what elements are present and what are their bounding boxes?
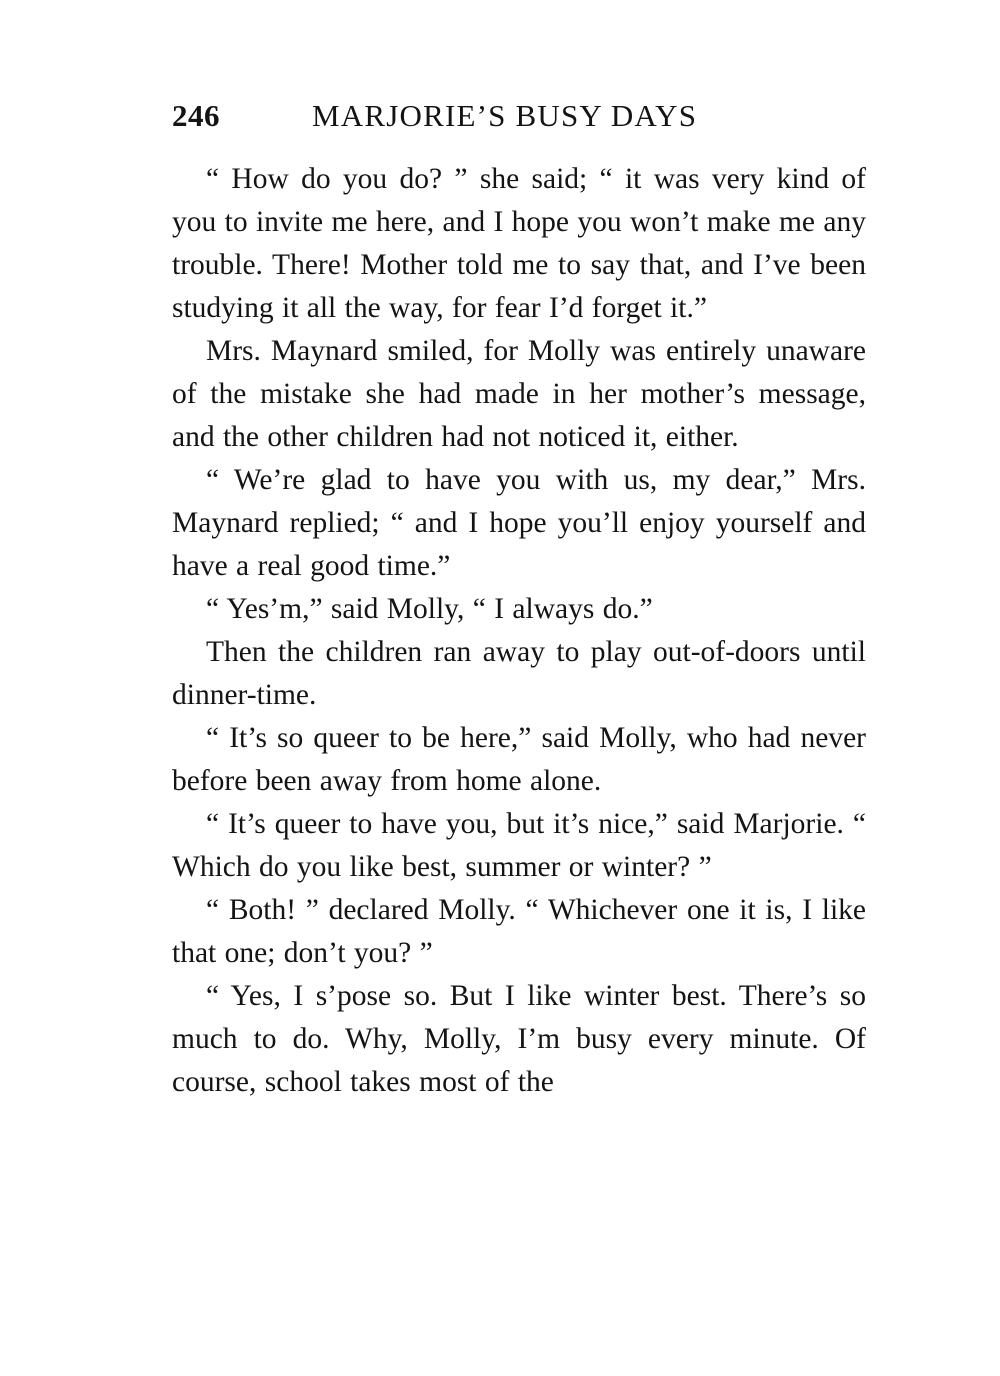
- running-head: [172, 92, 872, 140]
- paragraph: “ Yes, I s’pose so. But I like winter best. There’s so much to do. Why, Molly, I’m busy every minute. Of course, school takes most of the: [172, 980, 866, 1098]
- paragraph: Then the children ran away to play out-of-doors until dinner-time.: [172, 636, 866, 711]
- body-text: [172, 158, 866, 1104]
- paragraph: “ It’s queer to have you, but it’s nice,” said Marjorie. “ Which do you like best, summer or winter? ”: [172, 808, 866, 883]
- paragraph: “ It’s so queer to be here,” said Molly, who had never before been away from home alone.: [172, 722, 866, 797]
- paragraph: Mrs. Maynard smiled, for Molly was entirely unaware of the mistake she had made in her mother’s message, and the other children had not noticed it, either.: [172, 335, 866, 453]
- running-title: MARJORIE’S BUSY DAYS: [312, 98, 698, 133]
- paragraph: “ Both! ” declared Molly. “ Whichever one it is, I like that one; don’t you? ”: [172, 894, 866, 969]
- paragraph: “ How do you do? ” she said; “ it was very kind of you to invite me here, and I hope you won’t make me any trouble. There! Mother told me to say that, and I’ve been studying it all the way, for fear I’d forget it.”: [172, 163, 866, 324]
- page-number: 246: [172, 98, 220, 133]
- paragraph: “ We’re glad to have you with us, my dear,” Mrs. Maynard replied; “ and I hope you’ll enjoy yourself and have a real good time.”: [172, 464, 866, 582]
- paragraph: “ Yes’m,” said Molly, “ I always do.”: [206, 593, 653, 625]
